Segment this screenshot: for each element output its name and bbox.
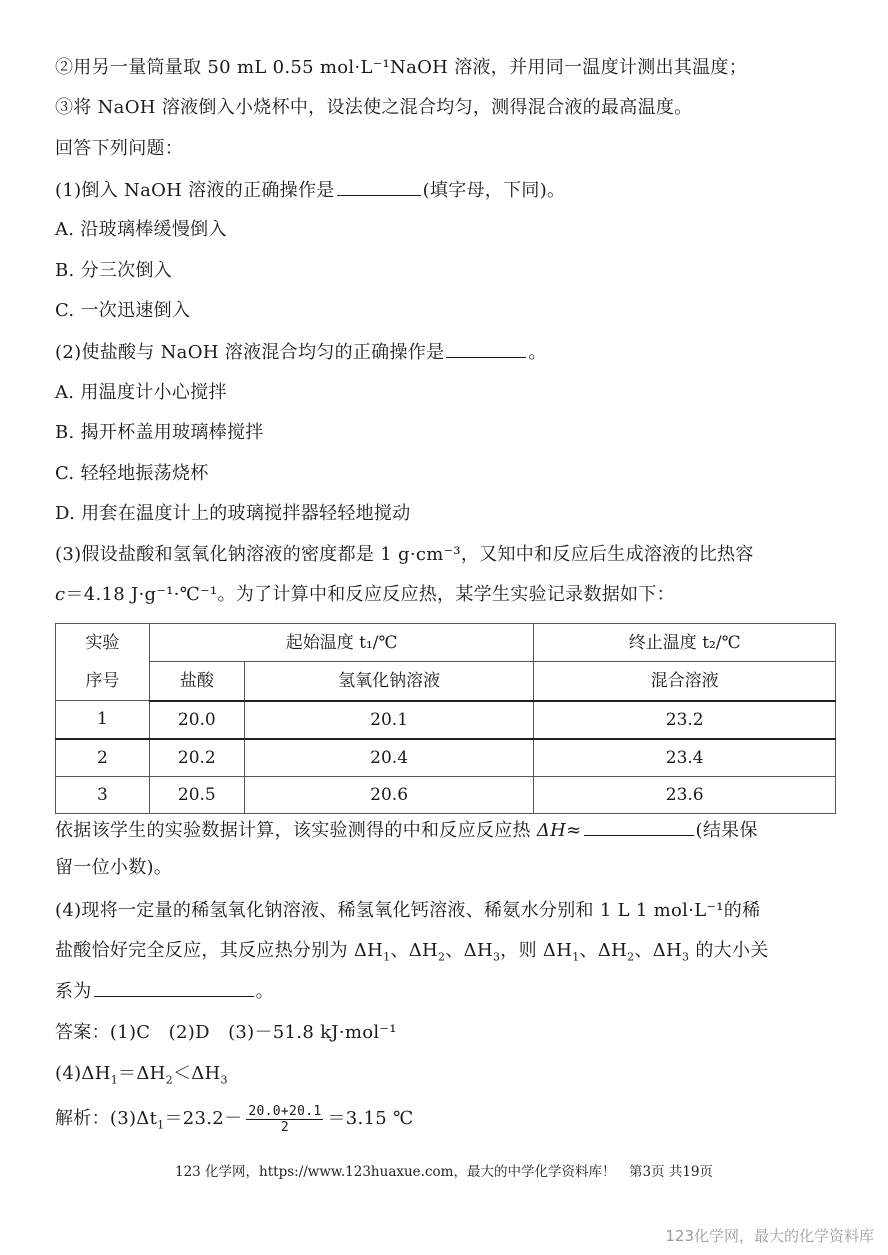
question-3-ask	[55, 817, 758, 844]
step-3-text: ③将 NaOH 溶液倒入小烧杯中，设法使之混合均匀，测得混合液的最高温度。	[55, 97, 693, 118]
subscript: 3	[492, 950, 501, 964]
cell-naoh: 20.4	[244, 739, 534, 777]
subscript: 1	[572, 950, 580, 964]
option-2a: A. 用温度计小心搅拌	[55, 382, 227, 403]
question-3-ask-line-2: 留一位小数)。	[55, 857, 173, 878]
subscript: 1	[383, 950, 391, 964]
option-2d: D. 用套在温度计上的玻璃搅拌器轻轻地搅动	[55, 503, 411, 524]
question-3-line-2-text: ＝4.18 J·g⁻¹·℃⁻¹。为了计算中和反应反应热，某学生实验记录数据如下：	[65, 584, 675, 605]
analysis-label: 解析：	[55, 1108, 110, 1129]
cell-hcl: 20.5	[149, 776, 244, 813]
question-2-suffix: 。	[528, 342, 547, 363]
cell-hcl: 20.0	[149, 701, 244, 739]
answer4-text-a: (4)ΔH	[55, 1063, 111, 1084]
q4-text-g: 的大小关	[689, 940, 769, 961]
analysis-text-c: ＝3.15 ℃	[327, 1108, 414, 1129]
question-3-line-2	[55, 582, 675, 608]
header-end-temperature: 终止温度 t₂/℃	[534, 624, 836, 662]
question-4-line-1: (4)现将一定量的稀氢氧化钠溶液、稀氢氧化钙溶液、稀氨水分别和 1 L 1 mol·L⁻¹的稀	[55, 900, 761, 921]
cell-mix: 23.4	[534, 739, 836, 777]
q4-text-e: 、ΔH	[579, 940, 628, 961]
header-start-temperature: 起始温度 t₁/℃	[149, 624, 534, 662]
answer-label: 答案：	[55, 1022, 110, 1043]
delta-h-symbol: ΔH≈	[536, 820, 582, 841]
question-3-ask-text: 依据该学生的实验数据计算，该实验测得的中和反应反应热	[55, 820, 537, 841]
q4-text-c: 、ΔH	[445, 940, 493, 961]
analysis-line	[55, 1100, 414, 1138]
question-4-line-2	[55, 938, 769, 964]
subscript: 2	[165, 1073, 173, 1087]
cell-no: 3	[56, 776, 150, 813]
header-mixture: 混合溶液	[534, 662, 836, 701]
fraction-denominator: 2	[280, 1119, 289, 1135]
answer-blank-4[interactable]	[94, 978, 254, 997]
table-row	[56, 776, 836, 813]
answer4-text-c: ＜ΔH	[172, 1063, 221, 1084]
cell-naoh: 20.1	[244, 701, 534, 739]
analysis-text-b: ＝23.2－	[164, 1108, 243, 1129]
question-1-text: (1)倒入 NaOH 溶液的正确操作是	[55, 180, 335, 201]
header-experiment-number	[56, 624, 150, 701]
answer-blank-2[interactable]	[446, 339, 526, 358]
cell-no: 2	[56, 739, 150, 777]
subscript: 3	[220, 1073, 228, 1087]
q4-text-i: 。	[255, 981, 274, 1002]
option-1b: B. 分三次倒入	[55, 260, 173, 281]
answer-blank-1[interactable]	[337, 177, 421, 196]
question-4-line-3	[55, 978, 274, 1005]
subscript: 1	[157, 1118, 165, 1132]
table-row	[56, 701, 836, 739]
q4-text-h: 系为	[55, 981, 92, 1002]
cell-mix: 23.6	[534, 776, 836, 813]
watermark-text: 123化学网，最大的化学资料库	[665, 1227, 874, 1245]
subscript: 1	[110, 1073, 119, 1087]
analysis-text-a: (3)Δt	[109, 1108, 158, 1129]
answer-line	[55, 1020, 397, 1046]
question-1	[55, 177, 565, 204]
step-2-text: ②用另一量筒量取 50 mL 0.55 mol·L⁻¹NaOH 溶液，并用同一温度计测出其温度；	[55, 57, 747, 78]
subscript: 2	[627, 950, 635, 964]
header-naoh: 氢氧化钠溶液	[244, 662, 534, 701]
option-1a: A. 沿玻璃棒缓慢倒入	[55, 219, 227, 240]
question-2-text: (2)使盐酸与 NaOH 溶液混合均匀的正确操作是	[55, 342, 445, 363]
q4-text-f: 、ΔH	[634, 940, 683, 961]
experiment-data-table	[55, 623, 836, 814]
cell-naoh: 20.6	[244, 776, 534, 813]
answer-blank-3[interactable]	[584, 817, 694, 836]
question-3-ask-suffix: (结果保	[695, 820, 758, 841]
cell-hcl: 20.2	[149, 739, 244, 777]
fraction	[246, 1104, 323, 1135]
cell-no: 1	[56, 701, 150, 739]
answer4-text-b: ＝ΔH	[118, 1063, 166, 1084]
answer-text: (1)C (2)D (3)－51.8 kJ·mol⁻¹	[109, 1022, 397, 1043]
header-experiment-line-2: 序号	[85, 671, 120, 691]
option-1c: C. 一次迅速倒入	[55, 300, 191, 321]
question-3-line-1: (3)假设盐酸和氢氧化钠溶液的密度都是 1 g·cm⁻³，又知中和反应后生成溶液的比热容	[55, 544, 754, 565]
answer-4-line	[55, 1061, 228, 1087]
question-2	[55, 339, 547, 366]
table-row	[56, 739, 836, 777]
q4-text-d: ，则 ΔH	[500, 940, 573, 961]
header-experiment-line-1: 实验	[85, 633, 120, 653]
heat-capacity-symbol: c	[55, 584, 66, 605]
q4-text-a: 盐酸恰好完全反应，其反应热分别为 ΔH	[55, 940, 384, 961]
q4-text-b: 、ΔH	[390, 940, 439, 961]
page-footer: 123 化学网，https://www.123huaxue.com，最大的中学化学资料库！ 第3页 共19页	[174, 1164, 713, 1180]
question-prompt: 回答下列问题：	[55, 138, 184, 159]
fraction-numerator: 20.0+20.1	[248, 1103, 322, 1119]
subscript: 2	[438, 950, 446, 964]
question-1-suffix: (填字母，下同)。	[422, 180, 566, 201]
option-2c: C. 轻轻地振荡烧杯	[55, 463, 209, 484]
option-2b: B. 揭开杯盖用玻璃棒搅拌	[55, 422, 264, 443]
subscript: 3	[682, 950, 690, 964]
cell-mix: 23.2	[534, 701, 836, 739]
header-hcl: 盐酸	[149, 662, 244, 701]
